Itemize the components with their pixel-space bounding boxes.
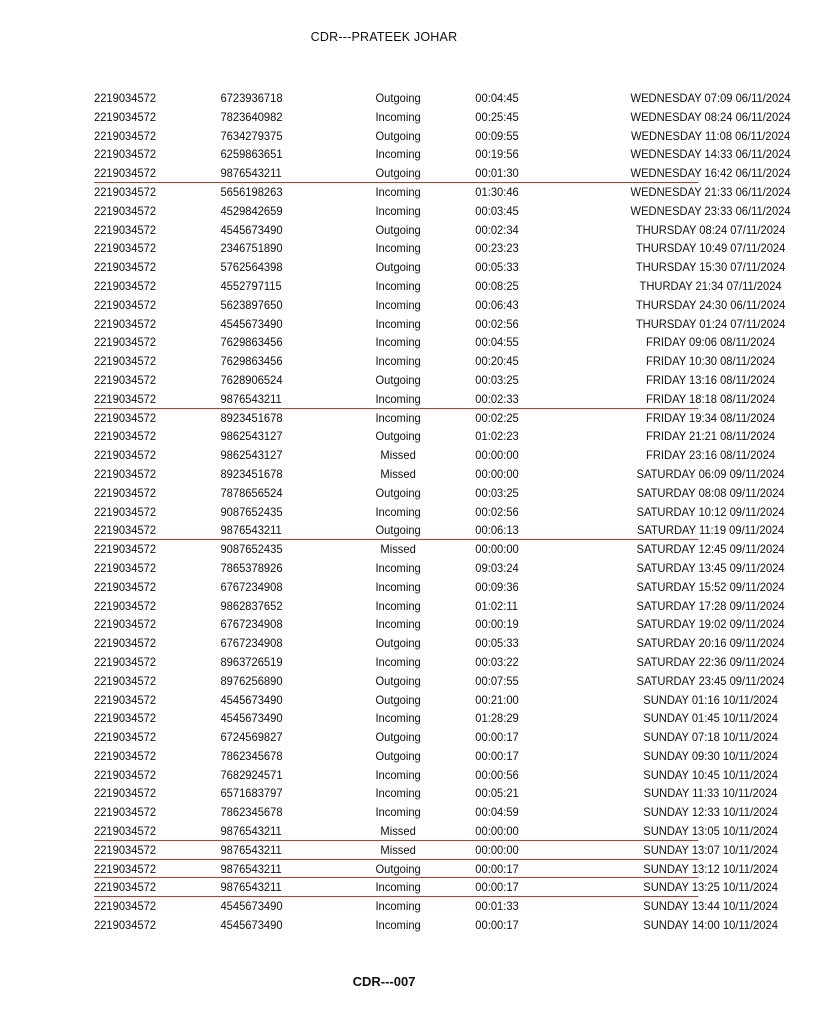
call-datetime-cell: FRIDAY 23:16 08/11/2024 — [646, 448, 776, 463]
caller-number-cell: 2219034572 — [94, 786, 157, 801]
caller-number-cell: 2219034572 — [94, 824, 157, 839]
table-row-highlighted — [94, 390, 776, 409]
call-datetime-cell: SUNDAY 11:33 10/11/2024 — [643, 786, 778, 801]
called-number-cell: 8923451678 — [220, 410, 283, 425]
caller-number-cell: 2219034572 — [94, 767, 157, 782]
caller-number-cell: 2219034572 — [94, 692, 157, 707]
table-row — [94, 672, 785, 691]
table-row-highlighted — [94, 822, 778, 841]
call-duration-cell: 01:02:11 — [475, 598, 518, 613]
table-row — [94, 315, 786, 334]
table-row — [94, 897, 778, 916]
call-duration-cell: 00:03:25 — [475, 485, 519, 500]
call-datetime-cell: SUNDAY 01:45 10/11/2024 — [643, 711, 778, 726]
table-row — [94, 484, 785, 503]
caller-number-cell: 2219034572 — [94, 372, 157, 387]
call-datetime-cell: WEDNESDAY 16:42 06/11/2024 — [630, 166, 791, 181]
call-type-cell: Incoming — [375, 617, 421, 632]
call-duration-cell: 00:01:33 — [475, 899, 519, 914]
called-number-cell: 8923451678 — [220, 466, 283, 481]
caller-number-cell: 2219034572 — [94, 448, 157, 463]
call-duration-cell: 00:00:17 — [475, 730, 519, 745]
call-duration-cell: 00:03:22 — [475, 654, 519, 669]
table-row — [94, 784, 778, 803]
called-number-cell: 7862345678 — [220, 805, 283, 820]
called-number-cell: 4545673490 — [220, 918, 283, 933]
call-datetime-cell: SUNDAY 13:25 10/11/2024 — [643, 880, 778, 895]
call-datetime-cell: SATURDAY 06:09 09/11/2024 — [636, 466, 785, 481]
call-duration-cell: 00:09:55 — [475, 128, 519, 143]
call-duration-cell: 00:04:55 — [475, 335, 519, 350]
called-number-cell: 5623897650 — [220, 297, 283, 312]
call-type-cell: Incoming — [375, 354, 421, 369]
called-number-cell: 9087652435 — [220, 504, 283, 519]
call-type-cell: Incoming — [375, 335, 421, 350]
called-number-cell: 9876543211 — [220, 166, 282, 181]
call-duration-cell: 00:25:45 — [475, 109, 519, 124]
table-row — [94, 239, 786, 258]
call-duration-cell: 00:20:45 — [475, 354, 519, 369]
caller-number-cell: 2219034572 — [94, 335, 157, 350]
caller-number-cell: 2219034572 — [94, 166, 157, 181]
call-duration-cell: 00:02:33 — [475, 391, 519, 406]
caller-number-cell: 2219034572 — [94, 542, 157, 557]
called-number-cell: 8963726519 — [220, 654, 283, 669]
table-row — [94, 597, 785, 616]
call-datetime-cell: THURSDAY 24:30 06/11/2024 — [635, 297, 786, 312]
call-datetime-cell: FRIDAY 21:21 08/11/2024 — [646, 429, 776, 444]
called-number-cell: 5656198263 — [220, 184, 283, 199]
called-number-cell: 6767234908 — [220, 636, 283, 651]
call-type-cell: Outgoing — [375, 730, 421, 745]
table-row — [94, 352, 776, 371]
table-row-highlighted — [94, 878, 778, 897]
call-type-cell: Incoming — [375, 278, 421, 293]
call-type-cell: Incoming — [375, 297, 421, 312]
call-duration-cell: 00:05:33 — [475, 636, 519, 651]
called-number-cell: 9862837652 — [220, 598, 283, 613]
table-row — [94, 803, 778, 822]
call-duration-cell: 00:04:59 — [475, 805, 519, 820]
call-datetime-cell: SUNDAY 13:05 10/11/2024 — [643, 824, 778, 839]
table-row — [94, 691, 778, 710]
caller-number-cell: 2219034572 — [94, 297, 157, 312]
call-type-cell: Incoming — [375, 203, 421, 218]
call-duration-cell: 00:00:00 — [475, 842, 519, 857]
called-number-cell: 9876543211 — [220, 880, 282, 895]
table-row — [94, 145, 791, 164]
call-datetime-cell: WEDNESDAY 14:33 06/11/2024 — [630, 147, 791, 162]
called-number-cell: 7878656524 — [220, 485, 283, 500]
caller-number-cell: 2219034572 — [94, 91, 157, 105]
call-datetime-cell: SUNDAY 12:33 10/11/2024 — [643, 805, 778, 820]
call-datetime-cell: WEDNESDAY 08:24 06/11/2024 — [630, 109, 791, 124]
call-type-cell: Missed — [380, 824, 416, 839]
caller-number-cell: 2219034572 — [94, 880, 157, 895]
call-duration-cell: 00:07:55 — [475, 673, 519, 688]
caller-number-cell: 2219034572 — [94, 748, 157, 763]
caller-number-cell: 2219034572 — [94, 429, 157, 444]
call-duration-cell: 00:00:19 — [475, 617, 519, 632]
table-row — [94, 503, 785, 522]
called-number-cell: 7628906524 — [220, 372, 283, 387]
call-type-cell: Outgoing — [375, 260, 421, 275]
call-type-cell: Incoming — [375, 560, 421, 575]
call-type-cell: Outgoing — [375, 222, 421, 237]
called-number-cell: 6259863651 — [220, 147, 283, 162]
call-type-cell: Incoming — [375, 767, 421, 782]
called-number-cell: 4552797115 — [220, 278, 282, 293]
caller-number-cell: 2219034572 — [94, 410, 157, 425]
call-duration-cell: 00:19:56 — [475, 147, 519, 162]
call-type-cell: Incoming — [375, 241, 421, 256]
called-number-cell: 7865378926 — [220, 560, 283, 575]
call-datetime-cell: SATURDAY 20:16 09/11/2024 — [636, 636, 785, 651]
caller-number-cell: 2219034572 — [94, 673, 157, 688]
call-type-cell: Missed — [380, 542, 416, 557]
caller-number-cell: 2219034572 — [94, 560, 157, 575]
call-datetime-cell: FRIDAY 10:30 08/11/2024 — [646, 354, 776, 369]
call-duration-cell: 00:21:00 — [475, 692, 519, 707]
call-datetime-cell: SATURDAY 19:02 09/11/2024 — [636, 617, 785, 632]
call-type-cell: Incoming — [375, 184, 421, 199]
call-datetime-cell: SUNDAY 09:30 10/11/2024 — [643, 748, 778, 763]
caller-number-cell: 2219034572 — [94, 203, 157, 218]
caller-number-cell: 2219034572 — [94, 598, 157, 613]
call-duration-cell: 00:02:56 — [475, 316, 519, 331]
call-records-table — [94, 89, 791, 935]
call-duration-cell: 00:23:23 — [475, 241, 519, 256]
called-number-cell: 9087652435 — [220, 542, 283, 557]
call-type-cell: Incoming — [375, 316, 421, 331]
call-datetime-cell: THURSDAY 10:49 07/11/2024 — [635, 241, 786, 256]
call-type-cell: Incoming — [375, 391, 421, 406]
call-datetime-cell: FRIDAY 09:06 08/11/2024 — [646, 335, 776, 350]
call-duration-cell: 00:02:25 — [475, 410, 519, 425]
call-type-cell: Outgoing — [375, 673, 421, 688]
call-duration-cell: 00:00:17 — [475, 880, 519, 895]
call-duration-cell: 00:03:45 — [475, 203, 519, 218]
call-duration-cell: 09:03:24 — [475, 560, 519, 575]
table-row — [94, 709, 778, 728]
called-number-cell: 8976256890 — [220, 673, 283, 688]
call-datetime-cell: SUNDAY 01:16 10/11/2024 — [643, 692, 778, 707]
call-type-cell: Outgoing — [375, 485, 421, 500]
call-type-cell: Outgoing — [375, 523, 421, 538]
call-type-cell: Incoming — [375, 880, 421, 895]
table-row — [94, 728, 778, 747]
call-duration-cell: 00:04:45 — [475, 91, 519, 105]
call-datetime-cell: SATURDAY 23:45 09/11/2024 — [636, 673, 785, 688]
call-duration-cell: 00:00:17 — [475, 748, 519, 763]
caller-number-cell: 2219034572 — [94, 899, 157, 914]
call-type-cell: Incoming — [375, 654, 421, 669]
call-type-cell: Outgoing — [375, 636, 421, 651]
call-type-cell: Outgoing — [375, 748, 421, 763]
caller-number-cell: 2219034572 — [94, 147, 157, 162]
call-datetime-cell: THURDAY 21:34 07/11/2024 — [639, 278, 782, 293]
call-type-cell: Incoming — [375, 711, 421, 726]
call-duration-cell: 00:09:36 — [475, 579, 519, 594]
call-type-cell: Outgoing — [375, 429, 421, 444]
caller-number-cell: 2219034572 — [94, 711, 157, 726]
table-row — [94, 747, 778, 766]
table-row — [94, 465, 785, 484]
called-number-cell: 4529842659 — [220, 203, 283, 218]
call-type-cell: Incoming — [375, 899, 421, 914]
call-datetime-cell: SATURDAY 08:08 09/11/2024 — [636, 485, 785, 500]
called-number-cell: 9876543211 — [220, 824, 282, 839]
call-type-cell: Outgoing — [375, 372, 421, 387]
caller-number-cell: 2219034572 — [94, 654, 157, 669]
call-duration-cell: 00:00:56 — [475, 767, 519, 782]
call-type-cell: Incoming — [375, 410, 421, 425]
caller-number-cell: 2219034572 — [94, 466, 157, 481]
called-number-cell: 7682924571 — [220, 767, 283, 782]
call-datetime-cell: WEDNESDAY 21:33 06/11/2024 — [630, 184, 791, 199]
call-datetime-cell: SUNDAY 14:00 10/11/2024 — [643, 918, 778, 933]
call-type-cell: Missed — [380, 842, 416, 857]
table-row — [94, 277, 782, 296]
called-number-cell: 7823640982 — [220, 109, 283, 124]
table-row — [94, 540, 785, 559]
called-number-cell: 9876543211 — [220, 861, 282, 876]
call-duration-cell: 00:00:00 — [475, 448, 519, 463]
table-row — [94, 371, 776, 390]
table-row — [94, 296, 786, 315]
table-row — [94, 221, 786, 240]
call-datetime-cell: SATURDAY 11:19 09/11/2024 — [636, 523, 785, 538]
call-duration-cell: 00:00:00 — [475, 542, 519, 557]
caller-number-cell: 2219034572 — [94, 842, 157, 857]
table-row — [94, 916, 778, 935]
called-number-cell: 4545673490 — [220, 692, 283, 707]
called-number-cell: 9876543211 — [220, 391, 282, 406]
call-duration-cell: 00:00:00 — [475, 466, 519, 481]
caller-number-cell: 2219034572 — [94, 636, 157, 651]
call-type-cell: Incoming — [375, 109, 421, 124]
table-row-highlighted — [94, 164, 791, 183]
call-datetime-cell: FRIDAY 19:34 08/11/2024 — [646, 410, 776, 425]
call-datetime-cell: SATURDAY 22:36 09/11/2024 — [636, 654, 785, 669]
call-type-cell: Incoming — [375, 598, 421, 613]
call-type-cell: Incoming — [375, 147, 421, 162]
caller-number-cell: 2219034572 — [94, 241, 157, 256]
called-number-cell: 6724569827 — [220, 730, 283, 745]
call-duration-cell: 00:01:30 — [475, 166, 519, 181]
call-duration-cell: 00:08:25 — [475, 278, 519, 293]
caller-number-cell: 2219034572 — [94, 391, 157, 406]
call-duration-cell: 01:30:46 — [475, 184, 519, 199]
caller-number-cell: 2219034572 — [94, 730, 157, 745]
table-row-highlighted — [94, 860, 778, 879]
table-row — [94, 559, 785, 578]
call-duration-cell: 00:06:43 — [475, 297, 519, 312]
call-datetime-cell: FRIDAY 18:18 08/11/2024 — [646, 391, 776, 406]
caller-number-cell: 2219034572 — [94, 918, 157, 933]
caller-number-cell: 2219034572 — [94, 184, 157, 199]
call-datetime-cell: SATURDAY 15:52 09/11/2024 — [636, 579, 785, 594]
call-type-cell: Incoming — [375, 504, 421, 519]
call-duration-cell: 00:05:21 — [475, 786, 519, 801]
caller-number-cell: 2219034572 — [94, 222, 157, 237]
call-duration-cell: 00:02:34 — [475, 222, 519, 237]
call-duration-cell: 00:00:17 — [475, 918, 519, 933]
table-row — [94, 89, 791, 108]
table-row — [94, 766, 778, 785]
call-duration-cell: 01:02:23 — [475, 429, 519, 444]
table-row — [94, 634, 785, 653]
table-row — [94, 258, 786, 277]
table-row — [94, 108, 791, 127]
called-number-cell: 9876543211 — [220, 523, 282, 538]
call-type-cell: Incoming — [375, 918, 421, 933]
call-datetime-cell: SATURDAY 13:45 09/11/2024 — [636, 560, 785, 575]
called-number-cell: 6767234908 — [220, 617, 283, 632]
caller-number-cell: 2219034572 — [94, 109, 157, 124]
call-datetime-cell: SUNDAY 07:18 10/11/2024 — [643, 730, 778, 745]
document-footer: CDR---007 — [352, 974, 416, 989]
table-row-highlighted — [94, 521, 785, 540]
caller-number-cell: 2219034572 — [94, 354, 157, 369]
call-datetime-cell: SUNDAY 13:44 10/11/2024 — [643, 899, 778, 914]
call-datetime-cell: THURSDAY 01:24 07/11/2024 — [635, 316, 786, 331]
call-datetime-cell: SATURDAY 12:45 09/11/2024 — [636, 542, 785, 557]
call-type-cell: Missed — [380, 466, 416, 481]
call-datetime-cell: THURSDAY 08:24 07/11/2024 — [635, 222, 786, 237]
called-number-cell: 6571683797 — [220, 786, 283, 801]
call-type-cell: Incoming — [375, 579, 421, 594]
caller-number-cell: 2219034572 — [94, 128, 157, 143]
call-duration-cell: 00:03:25 — [475, 372, 519, 387]
called-number-cell: 6767234908 — [220, 579, 283, 594]
caller-number-cell: 2219034572 — [94, 861, 157, 876]
table-row — [94, 183, 791, 202]
caller-number-cell: 2219034572 — [94, 485, 157, 500]
caller-number-cell: 2219034572 — [94, 579, 157, 594]
call-type-cell: Outgoing — [375, 692, 421, 707]
called-number-cell: 5762564398 — [220, 260, 283, 275]
called-number-cell: 9862543127 — [220, 429, 283, 444]
call-datetime-cell: SUNDAY 13:07 10/11/2024 — [643, 842, 778, 857]
call-type-cell: Outgoing — [375, 861, 421, 876]
called-number-cell: 9876543211 — [220, 842, 282, 857]
called-number-cell: 4545673490 — [220, 711, 283, 726]
table-row — [94, 409, 776, 428]
call-type-cell: Incoming — [375, 805, 421, 820]
call-type-cell: Outgoing — [375, 91, 421, 105]
table-row — [94, 127, 791, 146]
caller-number-cell: 2219034572 — [94, 504, 157, 519]
call-datetime-cell: WEDNESDAY 07:09 06/11/2024 — [630, 91, 791, 105]
call-type-cell: Outgoing — [375, 128, 421, 143]
call-duration-cell: 00:05:33 — [475, 260, 519, 275]
table-row — [94, 446, 776, 465]
called-number-cell: 9862543127 — [220, 448, 283, 463]
call-datetime-cell: WEDNESDAY 23:33 06/11/2024 — [630, 203, 791, 218]
page-title: CDR---PRATEEK JOHAR — [310, 30, 458, 44]
call-duration-cell: 00:06:13 — [475, 523, 519, 538]
call-datetime-cell: SUNDAY 13:12 10/11/2024 — [643, 861, 778, 876]
table-row — [94, 333, 776, 352]
called-number-cell: 4545673490 — [220, 316, 283, 331]
called-number-cell: 7629863456 — [220, 335, 283, 350]
called-number-cell: 7629863456 — [220, 354, 283, 369]
table-row — [94, 202, 791, 221]
called-number-cell: 7634279375 — [220, 128, 283, 143]
caller-number-cell: 2219034572 — [94, 617, 157, 632]
called-number-cell: 4545673490 — [220, 222, 283, 237]
call-duration-cell: 00:00:17 — [475, 861, 519, 876]
caller-number-cell: 2219034572 — [94, 278, 157, 293]
called-number-cell: 7862345678 — [220, 748, 283, 763]
call-type-cell: Incoming — [375, 786, 421, 801]
table-row — [94, 615, 785, 634]
call-type-cell: Missed — [380, 448, 416, 463]
caller-number-cell: 2219034572 — [94, 523, 157, 538]
table-row-highlighted — [94, 841, 778, 860]
call-duration-cell: 00:02:56 — [475, 504, 519, 519]
called-number-cell: 2346751890 — [220, 241, 283, 256]
call-datetime-cell: SUNDAY 10:45 10/11/2024 — [643, 767, 778, 782]
call-duration-cell: 01:28:29 — [475, 711, 519, 726]
caller-number-cell: 2219034572 — [94, 260, 157, 275]
call-datetime-cell: THURSDAY 15:30 07/11/2024 — [635, 260, 786, 275]
table-row — [94, 653, 785, 672]
called-number-cell: 6723936718 — [220, 91, 283, 105]
caller-number-cell: 2219034572 — [94, 316, 157, 331]
call-duration-cell: 00:00:00 — [475, 824, 519, 839]
call-datetime-cell: WEDNESDAY 11:08 06/11/2024 — [630, 128, 791, 143]
call-datetime-cell: SATURDAY 10:12 09/11/2024 — [636, 504, 785, 519]
table-row — [94, 578, 785, 597]
call-type-cell: Outgoing — [375, 166, 421, 181]
caller-number-cell: 2219034572 — [94, 805, 157, 820]
called-number-cell: 4545673490 — [220, 899, 283, 914]
call-datetime-cell: SATURDAY 17:28 09/11/2024 — [636, 598, 785, 613]
call-datetime-cell: FRIDAY 13:16 08/11/2024 — [646, 372, 776, 387]
table-row — [94, 427, 776, 446]
